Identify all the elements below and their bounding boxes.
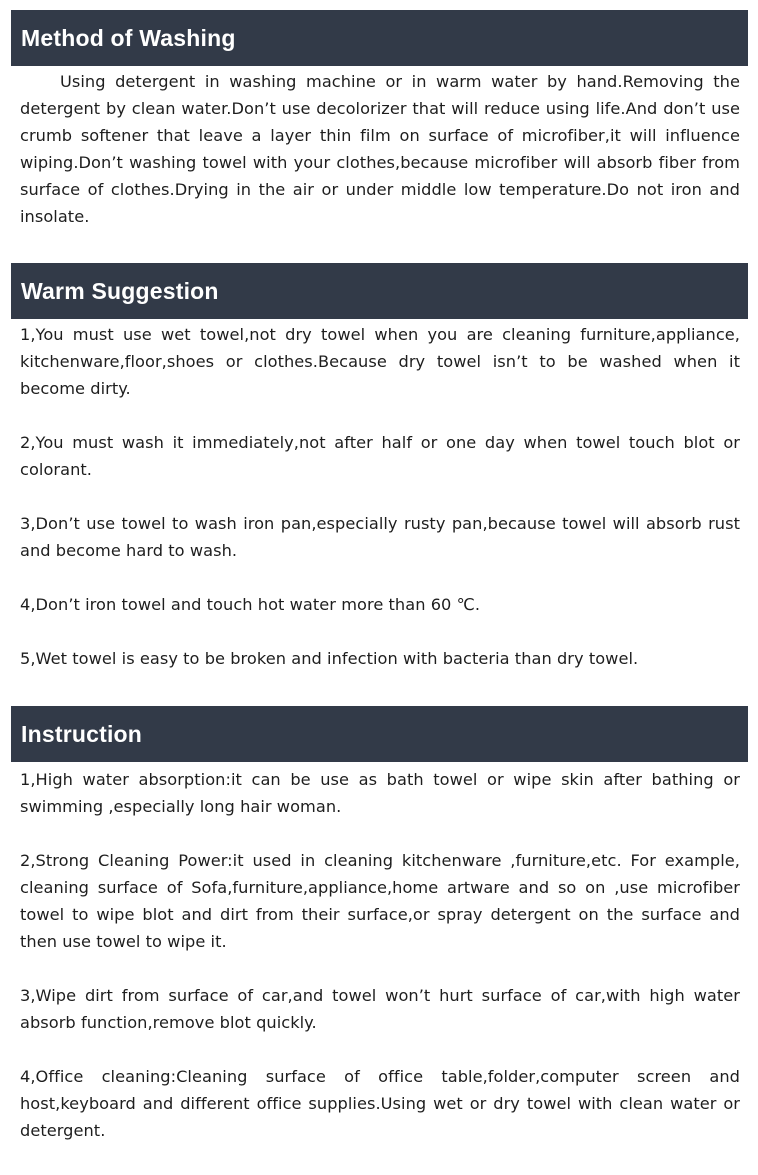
suggestion-item-3: 3,Don’t use towel to wash iron pan,especially rusty pan,because towel will absorb rust and become hard to wash.: [20, 514, 740, 560]
suggestion-title: Warm Suggestion: [11, 263, 748, 319]
suggestion-item-4: 4,Don’t iron towel and touch hot water more than 60 ℃.: [20, 595, 481, 614]
instruction-body: [11, 762, 748, 1144]
instruction-item-1: 1,High water absorption:it can be use as bath towel or wipe skin after bathing or swimming ,especially long hair woman.: [20, 770, 740, 816]
washing-title: Method of Washing: [11, 10, 748, 66]
suggestion-body: [11, 319, 748, 672]
washing-section: [11, 10, 748, 230]
suggestion-item-5: 5,Wet towel is easy to be broken and infection with bacteria than dry towel.: [20, 649, 639, 668]
suggestion-item-1: 1,You must use wet towel,not dry towel when you are cleaning furniture,appliance, kitchenware,floor,shoes or clothes.Because dry towel isn’t to be washed when it become dirty.: [20, 325, 740, 398]
instruction-section: [11, 706, 748, 1144]
suggestion-item-2: 2,You must wash it immediately,not after half or one day when towel touch blot or colorant.: [20, 433, 740, 479]
instruction-item-2: 2,Strong Cleaning Power:it used in cleaning kitchenware ,furniture,etc. For example, cleaning surface of Sofa,furniture,appliance,home artware and so on ,use microfiber towel to wipe blot and dirt from their surface,or spray detergent on the surface and then use towel to wipe it.: [20, 851, 740, 951]
instruction-item-3: 3,Wipe dirt from surface of car,and towel won’t hurt surface of car,with high water absorb function,remove blot quickly.: [20, 986, 740, 1032]
washing-body: [11, 66, 748, 230]
instruction-item-4: 4,Office cleaning:Cleaning surface of office table,folder,computer screen and host,keyboard and different office supplies.Using wet or dry towel with clean water or detergent.: [20, 1067, 740, 1140]
washing-text: Using detergent in washing machine or in warm water by hand.Removing the detergent by clean water.Don’t use decolorizer that will reduce using life.And don’t use crumb softener that leave a layer thin film on surface of microfiber,it will influence wiping.Don’t washing towel with your clothes,because microfiber will absorb fiber from surface of clothes.Drying in the air or under middle low temperature.Do not iron and insolate.: [20, 72, 740, 226]
instruction-title: Instruction: [11, 706, 748, 762]
suggestion-section: [11, 263, 748, 672]
